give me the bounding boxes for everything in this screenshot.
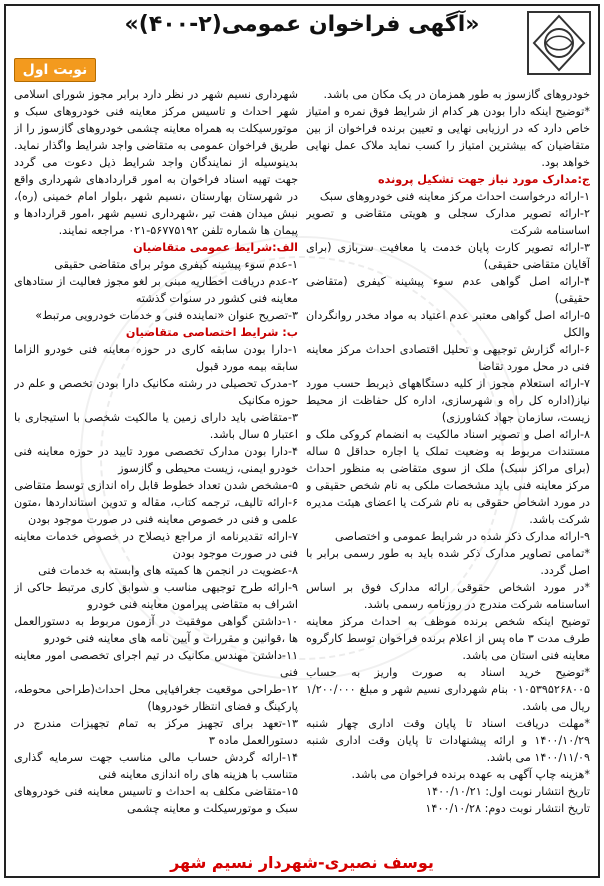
paragraph: *هزینه چاپ آگهی به عهده برنده فراخوان می باشد.: [351, 768, 590, 781]
municipality-emblem-icon: [526, 10, 592, 76]
paragraph: ۹-ارائه مدارک ذکر شده در شرایط عمومی و اختصاصی: [335, 530, 590, 543]
paragraph: ۵-مشخص شدن تعداد خطوط قابل راه اندازی توسط متقاضی: [14, 479, 298, 492]
paragraph: ۱۰-داشتن گواهی موفقیت در آزمون مربوط به دستورالعمل ها ،قوانین و مقررات و آیین نامه های معاینه فنی خودرو: [14, 615, 298, 645]
paragraph: ۷-ارائه استعلام مجوز از کلیه دستگاههای ذیربط حسب مورد نیاز(اداره کل راه و شهرسازی، اداره کل حفاظت از محیط زیست، سازمان جهاد کشاورزی): [306, 377, 590, 424]
paragraph: ۸-عضویت در انجمن ها کمیته های وابسته به خدمات فنی: [38, 564, 298, 577]
paragraph: ۶-ارائه تالیف، ترجمه کتاب، مقاله و تدوین استانداردها ،متون علمی و فنی در خصوص معاینه فنی در صورت موجود بودن: [14, 496, 298, 526]
paragraph: تاریخ انتشار نوبت دوم: ۱۴۰۰/۱۰/۲۸: [425, 802, 590, 815]
section-heading: الف:شرایط عمومی متقاضیان: [133, 241, 298, 254]
paragraph: ۸-ارائه اصل و تصویر اسناد مالکیت به انضمام کروکی ملک و مستندات مربوط به وضعیت تملک یا اجاره حداقل ۵ ساله (برای مراکز سبک) ملک از سوی متقاضی به منظور احداث مرکز معاینه فنی باید مشخصات ملکی به نام شخص حقیقی و در مورد اشخاص حقوقی به نام شرکت یا اعضای هیئت مدیره شرکت باشد.: [306, 428, 590, 526]
paragraph: ۱-عدم سوء پیشینه کیفری موثر برای متقاضی حقیقی: [54, 258, 298, 271]
paragraph: ۲-عدم دریافت اخطاریه مبنی بر لغو مجوز فعالیت از ستادهای معاینه فنی کشور در سنوات گذشته: [14, 275, 298, 305]
status-badge: نوبت اول: [14, 58, 96, 82]
page-title: «آگهی فراخوان عمومی(۲-۴۰۰)»: [124, 12, 480, 37]
paragraph: *مهلت دریافت اسناد تا پایان وقت اداری چهار شنبه ۱۴۰۰/۱۰/۲۹ و ارائه پیشنهادات تا پایان وقت اداری شنبه ۱۴۰۰/۱۱/۰۹ می باشد.: [306, 717, 590, 764]
paragraph: ۴-ارائه اصل گواهی عدم سوء پیشینه کیفری (متقاضی حقیقی): [306, 275, 590, 305]
paragraph: ۳-ارائه تصویر کارت پایان خدمت یا معافیت سربازی (برای آقایان متقاضی حقیقی): [306, 241, 590, 271]
paragraph: تاریخ انتشار نوبت اول: ۱۴۰۰/۱۰/۲۱: [426, 785, 590, 798]
paragraph: ۲-ارائه تصویر مدارک سجلی و هویتی متقاضی و تصویر اساسنامه شرکت: [306, 207, 590, 237]
right-column: [14, 86, 298, 846]
signature-line: یوسف نصیری-شهردار نسیم شهر: [170, 853, 434, 872]
paragraph: *در مورد اشخاص حقوقی ارائه مدارک فوق بر اساس اساسنامه شرکت مندرج در روزنامه رسمی باشد.: [306, 581, 590, 611]
paragraph: *تمامی تصاویر مدارک ذکر شده باید به طور رسمی برابر با اصل گردد.: [306, 547, 590, 577]
paragraph: ۱۲-طراحی موقعیت جغرافیایی محل احداث(طراحی محوطه، پارکینگ و فضای انتظار خودروها): [14, 683, 298, 713]
advertisement-page: [4, 4, 600, 878]
paragraph: ۵-ارائه اصل گواهی معتبر عدم اعتیاد به مواد مخدر روانگردان والکل: [306, 309, 590, 339]
section-heading: ب: شرایط اختصاصی متقاضیان: [125, 326, 298, 339]
paragraph: ۱۵-متقاضی مکلف به احداث و تاسیس معاینه فنی خودروهای سبک و موتورسیکلت و معاینه چشمی: [14, 785, 298, 815]
paragraph: خودروهای گازسوز به طور همزمان در یک مکان می باشد.: [323, 88, 590, 101]
paragraph: ۱۴-ارائه گردش حساب مالی مناسب جهت سرمایه گذاری متناسب با هزینه های راه اندازی معاینه فنی: [14, 751, 298, 781]
paragraph: ۱۱-داشتن مهندس مکانیک در تیم اجرای تخصصی امور معاینه فنی: [14, 649, 298, 679]
paragraph: *توضیح اینکه دارا بودن هر کدام از شرایط فوق نمره و امتیاز خاص دارد که در ارزیابی نهایی و تعیین برنده فراخوان از بین متقاضیان که بیشترین امتیاز را کسب نماید ملاک عمل نهایی خواهد بود.: [306, 105, 590, 169]
paragraph: ۱-دارا بودن سابقه کاری در حوزه معاینه فنی خودرو الزاما سابقه بیمه مورد قبول: [14, 343, 298, 373]
paragraph: ۳-متقاضی باید دارای زمین یا مالکیت شخصی با استیجاری با اعتبار ۵ سال باشد.: [14, 411, 298, 441]
paragraph: ۶-ارائه گزارش توجیهی و تحلیل اقتصادی احداث مرکز معاینه فنی در محل مورد تقاضا: [306, 343, 590, 373]
paragraph: ۱-ارائه درخواست احداث مرکز معاینه فنی خودروهای سبک: [319, 190, 590, 203]
paragraph: توضیح اینکه شخص برنده موظف به احداث مرکز معاینه طرف مدت ۳ ماه پس از اعلام برنده فراخوان توسط کارگروه معاینه فنی استان می باشد.: [306, 615, 590, 662]
paragraph: ۴-دارا بودن مدارک تخصصی مورد تایید در حوزه معاینه فنی خودرو ایمنی، زیست محیطی و گازسوز: [14, 445, 298, 475]
paragraph: *توضیح خرید اسناد به صورت واریز به حساب ۰۱۰۵۳۹۵۲۶۸۰۰۵ بنام شهرداری نسیم شهر و مبلغ ۱/۲۰۰/۰۰۰ ریال می باشد.: [306, 666, 590, 713]
section-heading: ج:مدارک مورد نیاز جهت تشکیل پرونده: [378, 173, 590, 186]
content-columns: [14, 86, 590, 846]
left-column: [306, 86, 590, 846]
paragraph: ۳-تصریح عنوان «نماینده فنی و خدمات خودرویی مرتبط»: [35, 309, 298, 322]
paragraph: ۲-مدرک تحصیلی در رشته مکانیک دارا بودن تخصص و علم در حوزه مکانیک: [14, 377, 298, 407]
paragraph: شهرداری نسیم شهر در نظر دارد برابر مجوز شورای اسلامی شهر احداث و تاسیس مرکز معاینه فنی خودروهای سبک و موتورسیکلت به همراه معاینه چشمی خودروهای گازسوز را از طریق فراخوان عمومی به متقاضی واجد شرایط واگذار نماید. بدینوسیله از نمایندگان واجد شرایط ذیل دعوت می گردد جهت تهیه اسناد فراخوان به امور قراردادهای شهرداری واقع در شهرستان بهارستان ،نسیم شهر ،بلوار امام خمینی (ره)، نبش میدان هفت تیر ،شهرداری نسیم شهر ،امور قراردادها و پیمان ها شماره تلفن ۵۶۷۷۵۱۹۲-۰۲۱ مراجعه نمایند.: [14, 88, 298, 237]
paragraph: ۹-ارائه طرح توجیهی مناسب و سوابق کاری مرتبط حاکی از اشراف به متقاضی پیرامون معاینه فنی خودرو: [14, 581, 298, 611]
paragraph: ۱۳-تعهد برای تجهیز مرکز به تمام تجهیزات مندرج در دستورالعمل ماده ۳: [14, 717, 298, 747]
paragraph: ۷-ارائه تقدیرنامه از مراجع ذیصلاح در خصوص خدمات معاینه فنی در صورت موجود بودن: [14, 530, 298, 560]
